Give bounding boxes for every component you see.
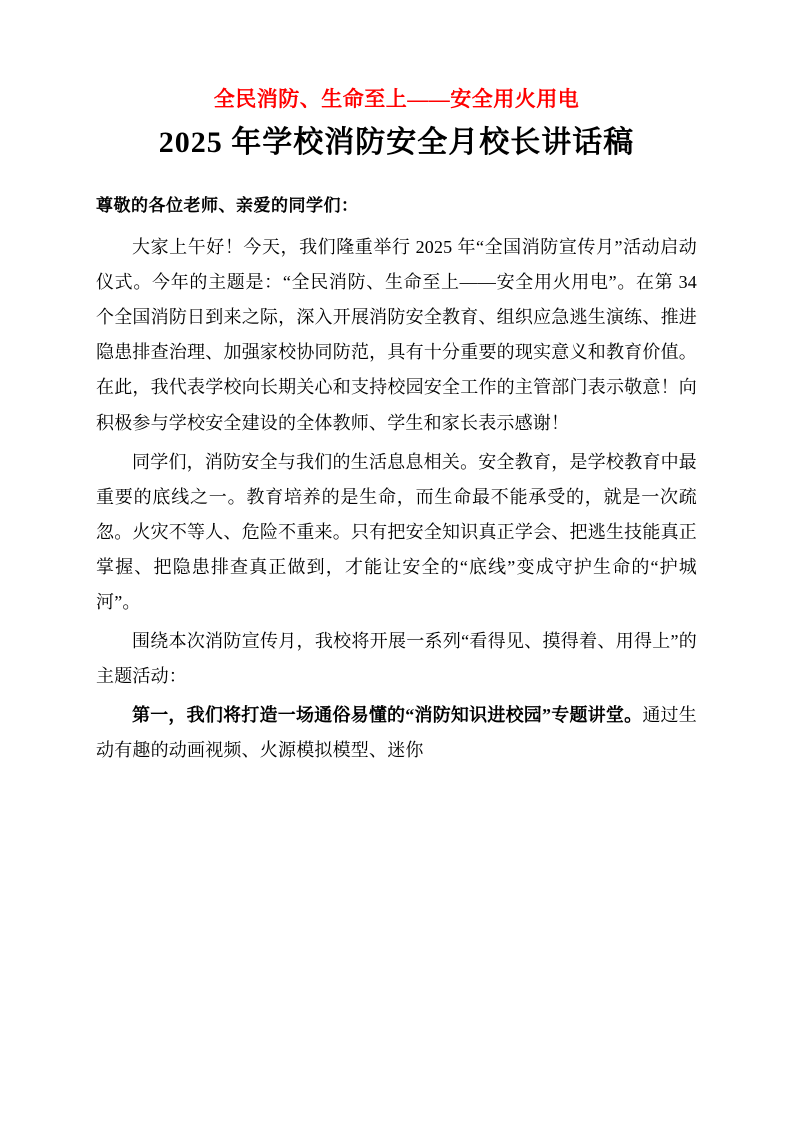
body-paragraph	[96, 624, 697, 694]
body-paragraph-with-lead	[96, 698, 697, 768]
paragraph-lead: 第一，我们将打造一场通俗易懂的“消防知识进校园”专题讲堂。	[132, 705, 643, 726]
paragraph-text: 通过生动有趣的动画视频、火源模拟模型、迷你	[96, 705, 697, 761]
paragraph-text: 大家上午好！今天，我们隆重举行 2025 年“全国消防宣传月”活动启动仪式。今年的主题是：“全民消防、生命至上——安全用火用电”。在第 34 个全国消防日到来之际，深入开展消防安全教育、组织应急逃生演练、推进隐患排查治理、加强家校协同防范，具有十分重要的现实意义和教育价值。在此，我代表学校向长期关心和支持校园安全工作的主管部门表示敬意！向积极参与学校安全建设的全体教师、学生和家长表示感谢！	[96, 237, 697, 433]
page-title: 2025 年学校消防安全月校长讲话稿	[158, 126, 635, 160]
paragraph-text: 围绕本次消防宣传月，我校将开展一系列“看得见、摸得着、用得上”的主题活动：	[96, 631, 697, 687]
page-bottom-clip	[0, 1084, 793, 1122]
body-paragraph	[96, 230, 697, 441]
body-paragraph	[96, 445, 697, 620]
paragraph-text: 同学们，消防安全与我们的生活息息相关。安全教育，是学校教育中最重要的底线之一。教育培养的是生命，而生命最不能承受的，就是一次疏忽。火灾不等人、危险不重来。只有把安全知识真正学会、把逃生技能真正掌握、把隐患排查真正做到，才能让安全的“底线”变成守护生命的“护城河”。	[96, 451, 697, 613]
document-subject-line: 全民消防、生命至上——安全用火用电	[213, 87, 580, 111]
salutation: 尊敬的各位老师、亲爱的同学们：	[96, 195, 359, 215]
